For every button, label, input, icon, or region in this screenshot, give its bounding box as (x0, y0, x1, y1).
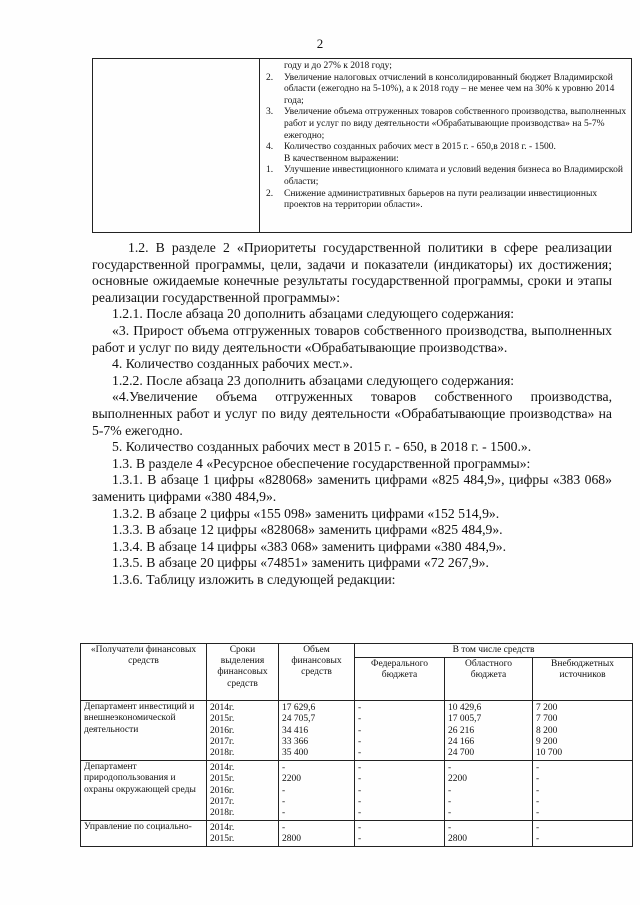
value-volume: 34 416 (282, 725, 309, 736)
cell-extra (533, 761, 633, 821)
paragraph-1-3-2: 1.3.2. В абзаце 2 цифры «155 098» заменить цифрами «152 514,9». (112, 505, 500, 521)
value-extra: 9 200 (536, 736, 558, 747)
value-extra: - (536, 823, 540, 834)
paragraph-1-3: 1.3. В разделе 4 «Ресурсное обеспечение государственной программы»: (112, 455, 531, 471)
value-volume: - (282, 785, 286, 796)
value-years: 2015г. (210, 834, 235, 845)
header-regional: Областного бюджета (445, 658, 533, 701)
cell-volume (279, 761, 355, 821)
value-federal: - (358, 796, 362, 807)
value-regional: 17 005,7 (448, 714, 482, 725)
value-regional: 2800 (448, 834, 467, 845)
value-regional: 24 166 (448, 736, 475, 747)
goals-item-marker: 3. (266, 107, 274, 118)
goals-item-text: Увеличение налоговых отчислений в консолидированный бюджет Владимирской области (ежегодно на 5-10%), а к 2018 году – не менее чем на 30% к уровню 2014 года; (284, 72, 615, 106)
value-regional: - (448, 763, 452, 774)
value-regional: - (448, 823, 452, 834)
header-volume: Объем финансовых средств (279, 644, 355, 701)
value-years: 2015г. (210, 774, 235, 785)
goals-item (266, 73, 627, 108)
value-federal: - (358, 725, 362, 736)
header-extra: Внебюджетных источников (533, 658, 633, 701)
cell-regional (445, 821, 533, 847)
goals-line: году и до 27% к 2018 году; (284, 61, 392, 71)
value-regional: 10 429,6 (448, 703, 482, 714)
value-volume: - (282, 807, 286, 818)
cell-volume (279, 701, 355, 761)
goals-table-content (260, 59, 632, 233)
table-row (81, 761, 633, 821)
goals-item (266, 142, 627, 154)
value-extra: - (536, 796, 540, 807)
paragraph-quote-4b: «4.Увеличение объема отгруженных товаров собственного производства, выполненных работ и услуг по виду деятельности «Обрабатывающие производства» на 5-7% ежегодно. (92, 389, 612, 438)
qualitative-item-text: Улучшение инвестиционного климата и условий ведения бизнеса во Владимирской области; (284, 165, 623, 187)
value-volume: 17 629,6 (282, 703, 316, 714)
value-years: 2016г. (210, 785, 235, 796)
qualitative-item-marker: 2. (266, 188, 274, 199)
paragraph-quote-5: 5. Количество созданных рабочих мест в 2015 г. - 650, в 2018 г. - 1500.». (112, 439, 532, 455)
goals-table-empty-cell (93, 59, 260, 233)
value-years: 2017г. (210, 796, 235, 807)
header-federal: Федерального бюджета (355, 658, 445, 701)
value-years: 2018г. (210, 807, 235, 818)
qualitative-item-text: Снижение административных барьеров на пути реализации инвестиционных проектов на территории области». (284, 188, 598, 211)
value-volume: 24 705,7 (282, 714, 316, 725)
cell-years (207, 761, 279, 821)
cell-extra (533, 701, 633, 761)
value-extra: 10 700 (536, 747, 563, 758)
goals-item-text: Количество созданных рабочих мест в 2015 г. - 650,в 2018 г. - 1500. (284, 142, 556, 153)
value-federal: - (358, 714, 362, 725)
value-extra: - (536, 763, 540, 774)
paragraph-1-3-5: 1.3.5. В абзаце 20 цифры «74851» заменить цифрами «72 267,9». (112, 555, 489, 571)
value-federal: - (358, 774, 362, 785)
value-federal: - (358, 834, 362, 845)
header-including: В том числе средств (355, 644, 633, 658)
recipient-name: Департамент инвестиций и внешнеэкономической деятельности (81, 701, 207, 761)
goals-item-marker: 4. (266, 142, 274, 153)
value-years: 2014г. (210, 763, 235, 774)
qualitative-item-marker: 1. (266, 165, 274, 176)
recipient-name: Управление по социально- (81, 821, 207, 847)
qualitative-item (266, 165, 627, 188)
value-regional: - (448, 807, 452, 818)
value-volume: - (282, 796, 286, 807)
paragraph-1-3-6: 1.3.6. Таблицу изложить в следующей редакции: (112, 571, 396, 587)
value-extra: - (536, 785, 540, 796)
paragraph-1-2: 1.2. В разделе 2 «Приоритеты государственной политики в сфере реализации государственной программы, цели, задачи и показатели (индикаторы) их достижения; основные ожидаемые конечные результаты государственной программы, сроки и этапы реализации государственной программы»: (92, 240, 612, 305)
qualitative-item (266, 189, 627, 212)
value-extra: - (536, 774, 540, 785)
cell-federal (355, 761, 445, 821)
value-extra: - (536, 834, 540, 845)
cell-years (207, 701, 279, 761)
document-body (92, 240, 612, 588)
value-volume: 2800 (282, 834, 301, 845)
cell-volume (279, 821, 355, 847)
goals-table-continuation (92, 58, 632, 233)
header-terms: Сроки выделения финансовых средств (207, 644, 279, 701)
value-federal: - (358, 747, 362, 758)
value-years: 2015г. (210, 714, 235, 725)
paragraph-1-3-1: 1.3.1. В абзаце 1 цифры «828068» заменить цифрами «825 484,9», цифры «383 068» заменить цифрами «380 484,9». (92, 472, 612, 504)
header-recipients: «Получатели финансовых средств (81, 644, 207, 701)
value-years: 2017г. (210, 736, 235, 747)
value-federal: - (358, 703, 362, 714)
qualitative-header: В качественном выражении: (284, 153, 399, 164)
goals-item-text: Увеличение объема отгруженных товаров собственного производства, выполненных работ и услуг по виду деятельности «Обрабатывающие производства» на 5-7% ежегодно; (284, 107, 627, 141)
value-years: 2018г. (210, 747, 235, 758)
table-row (81, 821, 633, 847)
value-federal: - (358, 823, 362, 834)
value-regional: 2200 (448, 774, 467, 785)
value-volume: - (282, 763, 286, 774)
value-years: 2016г. (210, 725, 235, 736)
cell-federal (355, 821, 445, 847)
value-extra: 8 200 (536, 725, 558, 736)
cell-regional (445, 761, 533, 821)
table-row (81, 701, 633, 761)
value-volume: 2200 (282, 774, 301, 785)
value-volume: 33 366 (282, 736, 309, 747)
paragraph-quote-3: «3. Прирост объема отгруженных товаров собственного производства, выполненных работ и услуг по виду деятельности «Обрабатывающие производства». (92, 322, 612, 355)
goals-item-marker: 2. (266, 72, 274, 83)
value-years: 2014г. (210, 823, 235, 834)
value-volume: 35 400 (282, 747, 309, 758)
value-regional: 26 216 (448, 725, 475, 736)
value-extra: 7 700 (536, 714, 558, 725)
value-years: 2014г. (210, 703, 235, 714)
cell-extra (533, 821, 633, 847)
value-volume: - (282, 823, 286, 834)
value-regional: - (448, 796, 452, 807)
goals-item (266, 107, 627, 142)
cell-regional (445, 701, 533, 761)
financing-table (80, 643, 633, 847)
cell-federal (355, 701, 445, 761)
value-regional: 24 700 (448, 747, 475, 758)
financing-table-body (81, 701, 633, 847)
page-number: 2 (316, 36, 324, 51)
value-federal: - (358, 785, 362, 796)
paragraph-1-3-3: 1.3.3. В абзаце 12 цифры «828068» заменить цифрами «825 484,9». (112, 522, 503, 538)
cell-years (207, 821, 279, 847)
value-extra: - (536, 807, 540, 818)
value-federal: - (358, 736, 362, 747)
paragraph-1-3-4: 1.3.4. В абзаце 14 цифры «383 068» заменить цифрами «380 484,9». (112, 538, 507, 554)
paragraph-1-2-1: 1.2.1. После абзаца 20 дополнить абзацами следующего содержания: (112, 306, 515, 322)
recipient-name: Департамент природопользования и охраны окружающей среды (81, 761, 207, 821)
value-federal: - (358, 763, 362, 774)
paragraph-1-2-2: 1.2.2. После абзаца 23 дополнить абзацами следующего содержания: (112, 372, 515, 388)
value-regional: - (448, 785, 452, 796)
value-extra: 7 200 (536, 703, 558, 714)
value-federal: - (358, 807, 362, 818)
paragraph-quote-4: 4. Количество созданных рабочих мест.». (112, 356, 353, 372)
